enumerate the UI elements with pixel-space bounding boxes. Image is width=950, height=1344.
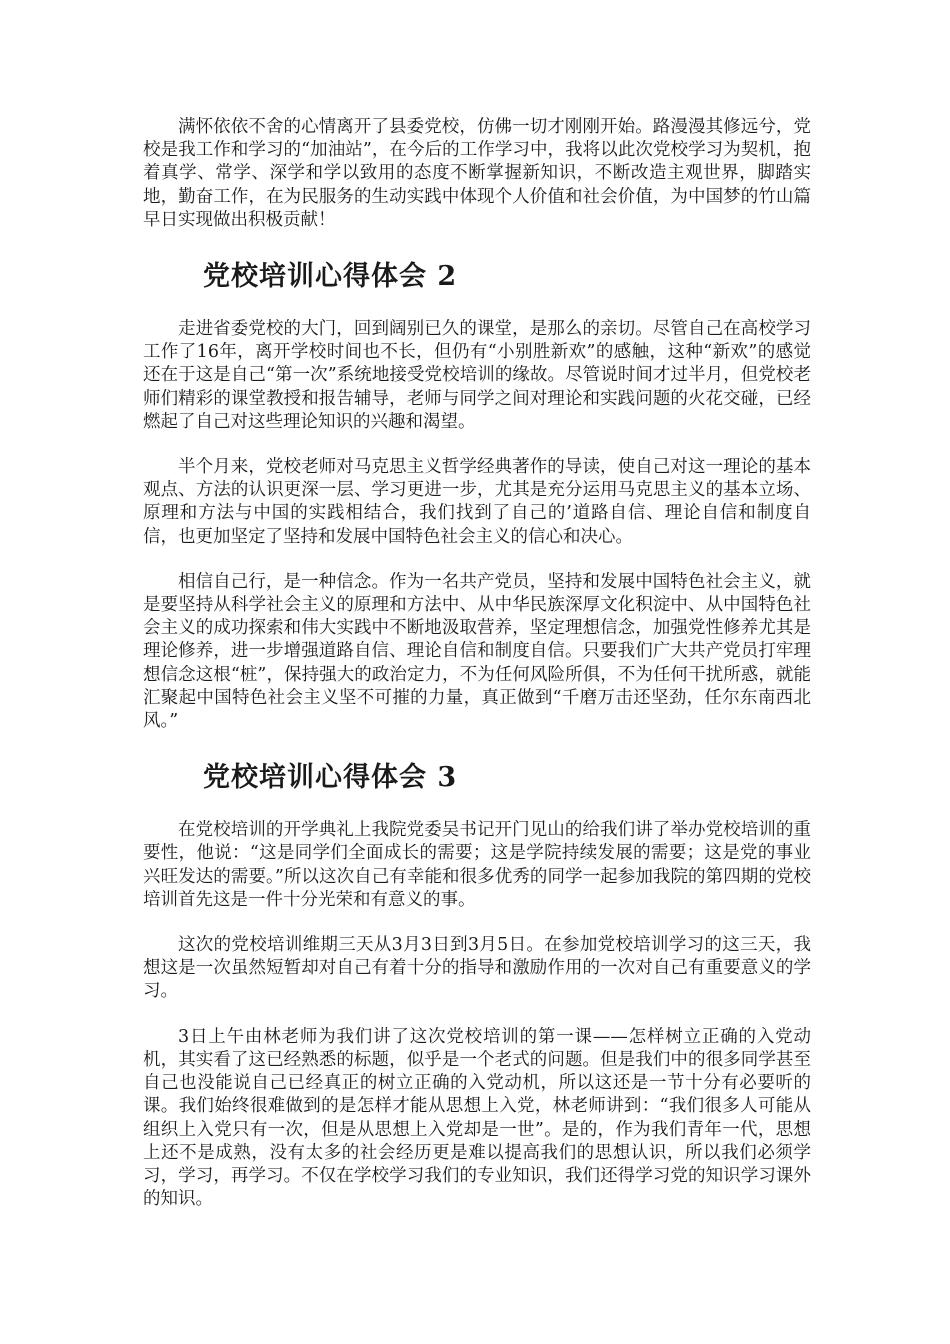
document-body bbox=[143, 116, 811, 1211]
intro-paragraph: 满怀依依不舍的心情离开了县委党校，仿佛一切才刚刚开始。路漫漫其修远兮，党校是我工作和学习的“加油站”，在今后的工作学习中，我将以此次党校学习为契机，抱着真学、常学、深学和学以致用的态度不断掌握新知识，不断改造主观世界，脚踏实地，勤奋工作，在为民服务的生动实践中体现个人价值和社会价值，为中国梦的竹山篇早日实现做出积极贡献！ bbox=[143, 117, 811, 230]
section-3-title: 党校培训心得体会 3 bbox=[203, 762, 458, 794]
section-2-paragraph-3: 相信自己行，是一种信念。作为一名共产党员，坚持和发展中国特色社会主义，就是要坚持从科学社会主义的原理和方法中、从中华民族深厚文化积淀中、从中国特色社会主义的成功探索和伟大实践中不断地汲取营养，坚定理想信念，加强党性修养尤其是理论修养，进一步增强道路自信、理论自信和制度自信。只要我们广大共产党员打牢理想信念这根“桩”，保持强大的政治定力，不为任何风险所俱，不为任何干扰所惑，就能汇聚起中国特色社会主义坚不可摧的力量，真正做到“千磨万击还坚劲，任尔东南西北风。” bbox=[143, 571, 811, 732]
section-2-paragraph-1: 走进省委党校的大门，回到阔别已久的课堂，是那么的亲切。尽管自己在高校学习工作了16年，离开学校时间也不长，但仍有“小别胜新欢”的感触，这种“新欢”的感觉还在于这是自己“第一次”系统地接受党校培训的缘故。尽管说时间才过半月，但党校老师们精彩的课堂教授和报告辅导，老师与同学之间对理论和实践问题的火花交碰，已经燃起了自己对这些理论知识的兴趣和渴望。 bbox=[143, 319, 811, 432]
section-3-paragraph-3: 3日上午由林老师为我们讲了这次党校培训的第一课——怎样树立正确的入党动机，其实看了这已经熟悉的标题，似乎是一个老式的问题。但是我们中的很多同学甚至自己也没能说自己已经真正的树立正确的入党动机，所以这还是一节十分有必要听的课。我们始终很难做到的是怎样才能从思想上入党，林老师讲到：“我们很多人可能从组织上入党只有一次，但是从思想上入党却是一世”。是的，作为我们青年一代，思想上还不是成熟，没有太多的社会经历更是难以提高我们的思想认识，所以我们必须学习，学习，再学习。不仅在学校学习我们的专业知识，我们还得学习党的知识学习课外的知识。 bbox=[143, 1026, 811, 1210]
section-2-title: 党校培训心得体会 2 bbox=[203, 261, 458, 293]
section-3-paragraph-1: 在党校培训的开学典礼上我院党委吴书记开门见山的给我们讲了举办党校培训的重要性，他说：“这是同学们全面成长的需要；这是学院持续发展的需要；这是党的事业兴旺发达的需要。”所以这次自己有幸能和很多优秀的同学一起参加我院的第四期的党校培训首先这是一件十分光荣和有意义的事。 bbox=[143, 820, 811, 910]
section-3-paragraph-2: 这次的党校培训维期三天从3月3日到3月5日。在参加党校培训学习的这三天，我想这是一次虽然短暂却对自己有着十分的指导和激励作用的一次对自己有重要意义的学习。 bbox=[143, 935, 811, 1002]
section-2-paragraph-2: 半个月来，党校老师对马克思主义哲学经典著作的导读，使自己对这一理论的基本观点、方法的认识更深一层、学习更进一步，尤其是充分运用马克思主义的基本立场、原理和方法与中国的实践相结合，我们找到了自己的’道路自信、理论自信和制度自信，也更加坚定了坚持和发展中国特色社会主义的信心和决心。 bbox=[143, 457, 811, 547]
